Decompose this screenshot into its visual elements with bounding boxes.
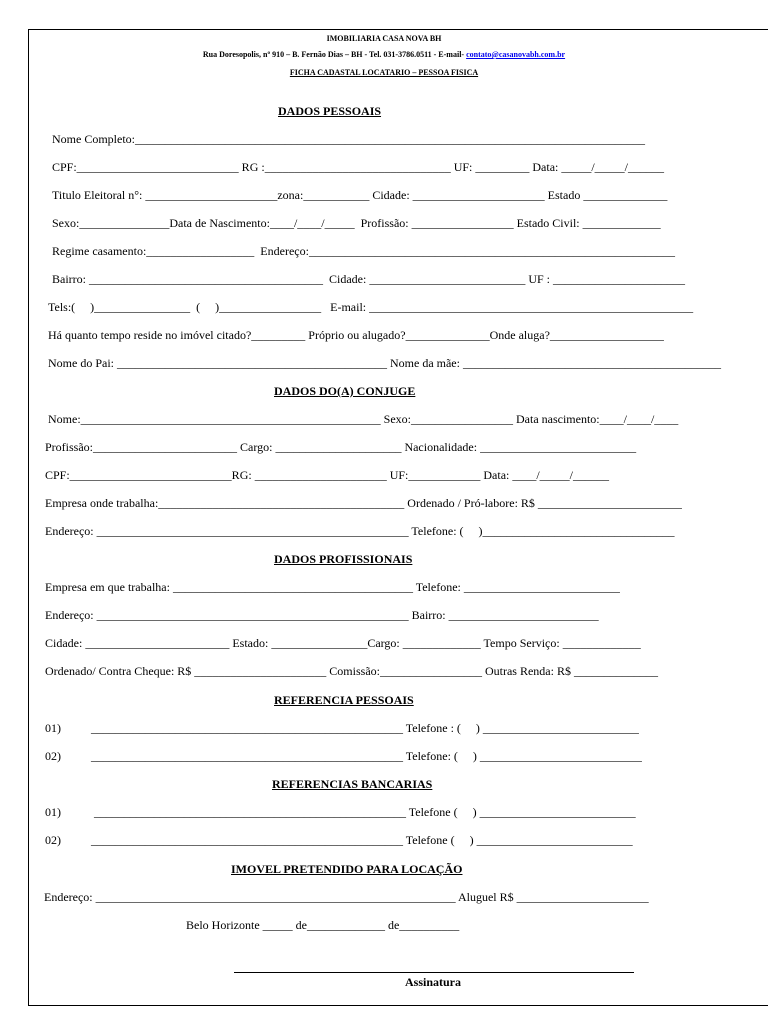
- section-professional: DADOS PROFISSIONAIS: [274, 552, 413, 566]
- field-neighborhood[interactable]: Bairro: _______________________________________ Cidade: __________________________ UF : ______________________: [52, 272, 685, 286]
- form-title: FICHA CADASTAL LOCATARIO – PESSOA FISICA: [289, 68, 479, 77]
- company-name: IMOBILIARIA CASA NOVA BH: [326, 34, 442, 43]
- section-spouse: DADOS DO(A) CONJUGE: [274, 384, 416, 398]
- field-residence-time[interactable]: Há quanto tempo reside no imóvel citado?_________ Próprio ou alugado?______________Onde aluga?___________________: [48, 328, 664, 342]
- field-spouse-address[interactable]: Endereço: ____________________________________________________ Telefone: ( )________________________________: [45, 524, 675, 538]
- field-parents[interactable]: Nome do Pai: _____________________________________________ Nome da mãe: ___________________________________________: [48, 356, 721, 370]
- field-employer-address[interactable]: Endereço: ____________________________________________________ Bairro: _________________________: [45, 608, 599, 622]
- section-bank-refs: REFERENCIAS BANCARIAS: [272, 777, 433, 791]
- ref-bank-number: 01): [45, 805, 61, 819]
- field-bank-ref-1[interactable]: ____________________________________________________ Telefone ( ) __________________________: [94, 805, 636, 819]
- field-bank-ref-2[interactable]: ____________________________________________________ Telefone ( ) __________________________: [91, 833, 633, 847]
- field-full-name[interactable]: Nome Completo:_____________________________________________________________________________________: [52, 132, 645, 146]
- field-personal-ref-1[interactable]: ____________________________________________________ Telefone : ( ) __________________________: [91, 721, 639, 735]
- field-marriage-address[interactable]: Regime casamento:__________________ Endereço:_____________________________________________________________: [52, 244, 675, 258]
- address-text: Rua Doresopolis, nº 910 – B. Fernão Dias – BH - Tel. 031-3786.0511 - E-mail-: [202, 50, 467, 59]
- field-voter-id[interactable]: Titulo Eleitoral n°: ______________________zona:___________ Cidade: ______________________ Estado ______________: [52, 188, 668, 202]
- field-date-place[interactable]: Belo Horizonte _____ de_____________ de__________: [186, 918, 460, 932]
- field-spouse-name[interactable]: Nome:__________________________________________________ Sexo:_________________ Data nascimento:____/____/____: [48, 412, 679, 426]
- section-property: IMOVEL PRETENDIDO PARA LOCAÇÃO: [231, 862, 463, 876]
- field-employer[interactable]: Empresa em que trabalha: ________________________________________ Telefone: __________________________: [45, 580, 620, 594]
- company-address: [0, 50, 768, 59]
- signature-line[interactable]: [234, 972, 634, 973]
- field-sex-birth[interactable]: Sexo:_______________Data de Nascimento:____/____/_____ Profissão: _________________ Estado Civil: _____________: [52, 216, 661, 230]
- section-personal: DADOS PESSOAIS: [278, 104, 382, 118]
- field-spouse-cpf[interactable]: CPF:___________________________RG: ______________________ UF:____________ Data: ____/_____/______: [45, 468, 610, 482]
- ref-personal-number: 02): [45, 749, 61, 763]
- section-personal-refs: REFERENCIA PESSOAIS: [274, 693, 414, 707]
- field-cpf-rg[interactable]: CPF:___________________________ RG :_______________________________ UF: _________ Data: _____/_____/______: [52, 160, 665, 174]
- field-employer-city[interactable]: Cidade: ________________________ Estado: ________________Cargo: _____________ Tempo Serviço: _____________: [45, 636, 641, 650]
- field-property-address[interactable]: Endereço: ____________________________________________________________ Aluguel R$ ______________________: [44, 890, 649, 904]
- ref-personal-number: 01): [45, 721, 61, 735]
- field-spouse-employer[interactable]: Empresa onde trabalha:_________________________________________ Ordenado / Pró-labore: R$ ________________________: [45, 496, 682, 510]
- field-personal-ref-2[interactable]: ____________________________________________________ Telefone: ( ) ___________________________: [91, 749, 642, 763]
- field-salary[interactable]: Ordenado/ Contra Cheque: R$ ______________________ Comissão:_________________ Outras Renda: R$ ______________: [45, 664, 658, 678]
- ref-bank-number: 02): [45, 833, 61, 847]
- field-phones-email[interactable]: Tels:( )________________ ( )_________________ E-mail: ______________________________________________________: [48, 300, 694, 314]
- field-spouse-profession[interactable]: Profissão:________________________ Cargo: _____________________ Nacionalidade: __________________________: [45, 440, 637, 454]
- email-link[interactable]: contato@casanovabh.com.br: [466, 50, 566, 59]
- form-border: [28, 29, 768, 1006]
- signature-label: Assinatura: [405, 975, 462, 989]
